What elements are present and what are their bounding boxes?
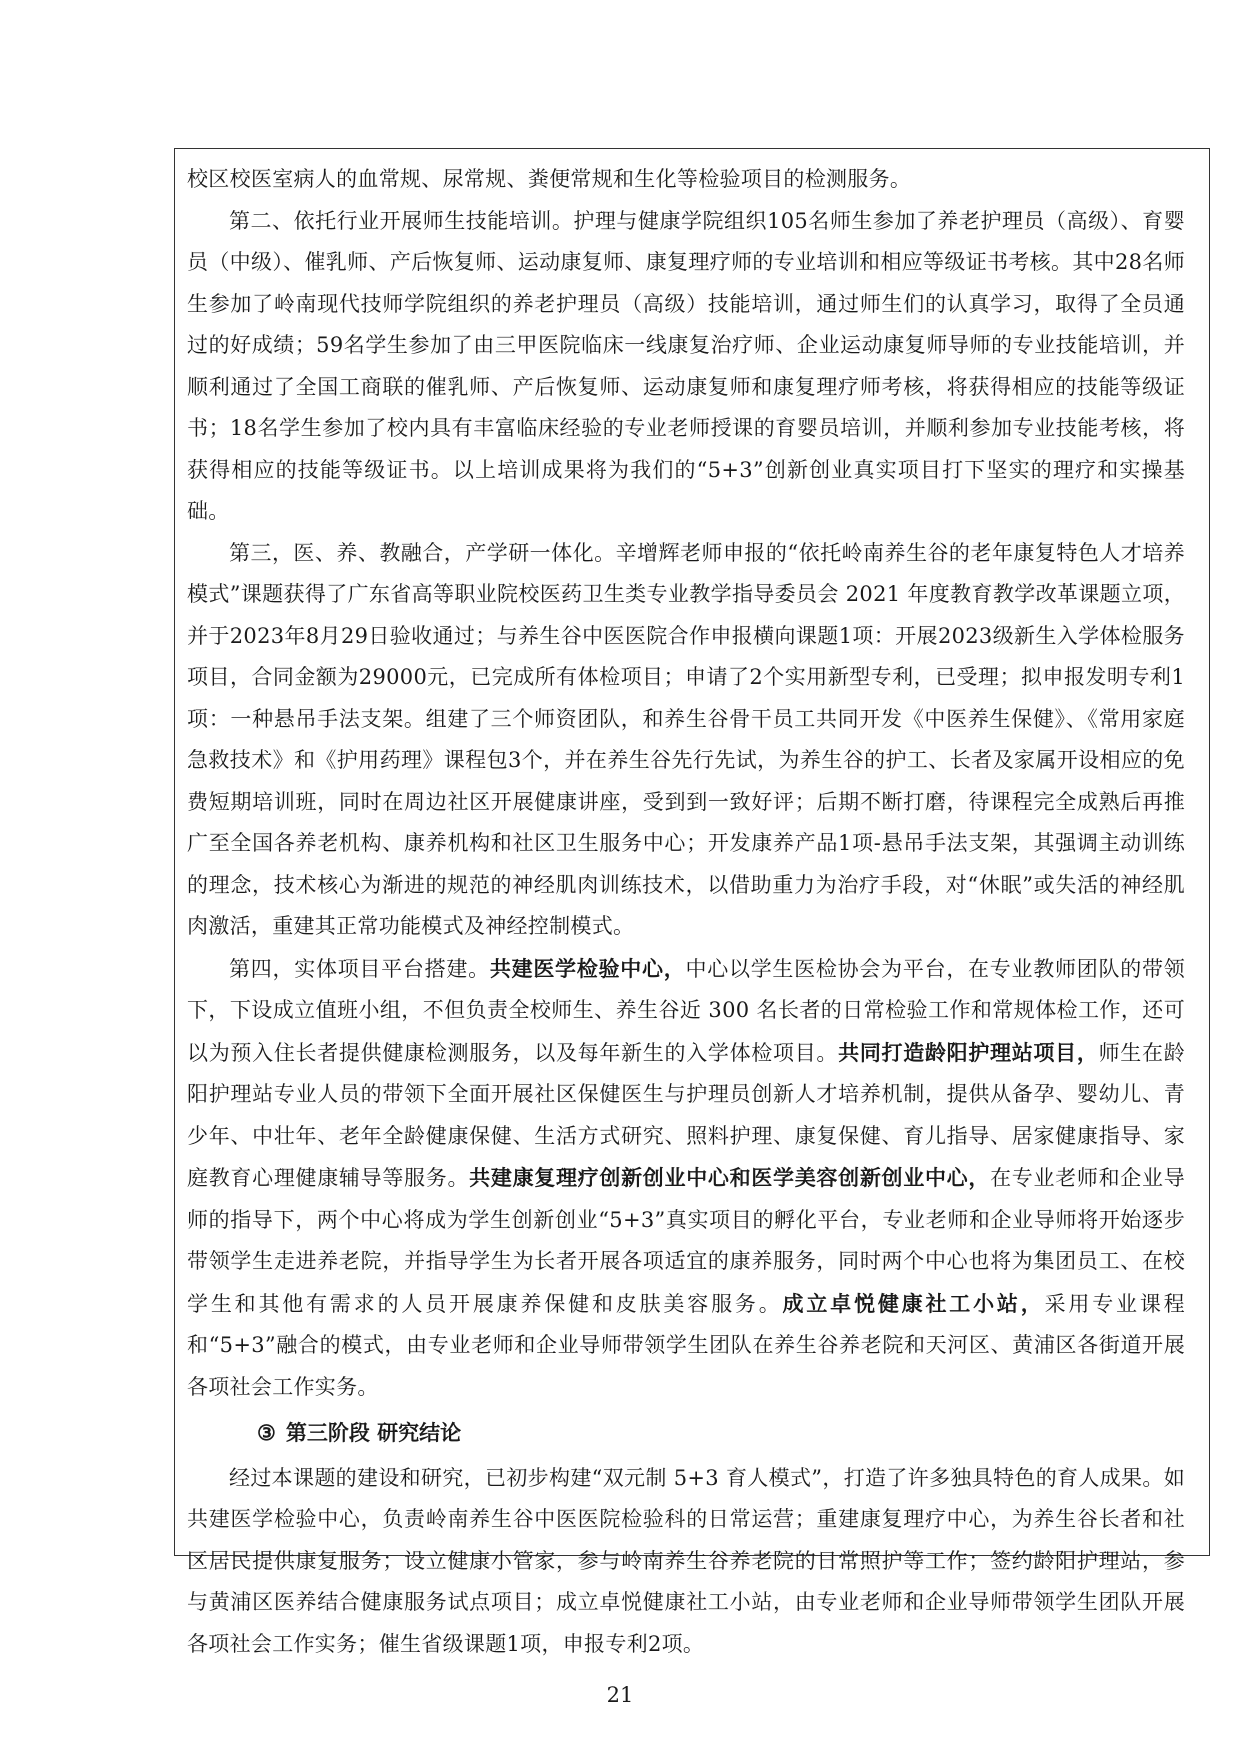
paragraph-4-text-5: 采用专业课程和“5+3”融合的模式，由专业老师和企业导师带领学生团队在养生谷养老院和天河区、黄浦区各街道开展各项社会工作实务。 <box>187 1291 1185 1399</box>
paragraph-5: 经过本课题的建设和研究，已初步构建“双元制 5+3 育人模式”，打造了许多独具特色的育人成果。如共建医学检验中心，负责岭南养生谷中医医院检验科的日常运营；重建康复理疗中心，为养生谷长者和社区居民提供康复服务；设立健康小管家，参与岭南养生谷养老院的日常照护等工作；签约龄阳护理站，参与黄浦区医养结合健康服务试点项目；成立卓悦健康社工小站，由专业老师和企业导师带领学生团队开展各项社会工作实务；催生省级课题1项，申报专利2项。 <box>187 1465 1185 1656</box>
paragraph-4-text-3: 师生在龄阳护理站专业人员的带领下全面开展社区保健医生与护理员创新人才培养机制，提供从备孕、婴幼儿、青少年、中壮年、老年全龄健康保健、生活方式研究、照料护理、康复保健、育儿指导、居家健康指导、家庭教育心理健康辅导等服务。 <box>187 1040 1185 1190</box>
section-heading-label: 第三阶段 研究结论 <box>285 1420 462 1445</box>
paragraph-1: 校区校医室病人的血常规、尿常规、粪便常规和生化等检验项目的检测服务。 <box>187 167 912 191</box>
content-frame <box>174 148 1210 1656</box>
section-heading <box>187 1412 1185 1454</box>
paragraph-4-bold-4: 成立卓悦健康社工小站， <box>782 1290 1045 1316</box>
paragraph-4 <box>187 948 1185 1409</box>
paragraph-4-text-4: 在专业老师和企业导师的指导下，两个中心将成为学生创新创业“5+3”真实项目的孵化平台，专业老师和企业导师将开始逐步带领学生走进养老院，并指导学生为长者开展各项适宜的康养服务，同时两个中心也将为集团员工、在校学生和其他有需求的人员开展康养保健和皮肤美容服务。 <box>187 1166 1185 1316</box>
page-number: 21 <box>606 1683 634 1707</box>
paragraph-4-bold-3: 共建康复理疗创新创业中心和医学美容创新创业中心， <box>469 1165 991 1190</box>
paragraph-4-bold-2: 共同打造龄阳护理站项目， <box>838 1039 1099 1065</box>
paragraph-3: 第三，医、养、教融合，产学研一体化。辛增辉老师申报的“依托岭南养生谷的老年康复特色人才培养模式”课题获得了广东省高等职业院校医药卫生类专业教学指导委员会 2021 年度教育教学改革课题立项，并于2023年8月29日验收通过；与养生谷中医医院合作申报横向课题1项：开展2023级新生入学体检服务项目，合同金额为29000元，已完成所有体检项目；申请了2个实用新型专利，已受理；拟申报发明专利1项：一种悬吊手法支架。组建了三个师资团队，和养生谷骨干员工共同开发《中医养生保健》、《常用家庭急救技术》和《护用药理》课程包3个，并在养生谷先行先试，为养生谷的护工、长者及家属开设相应的免费短期培训班，同时在周边社区开展健康讲座，受到到一致好评；后期不断打磨，待课程完全成熟后再推广至全国各养老机构、康养机构和社区卫生服务中心；开发康养产品1项-悬吊手法支架，其强调主动训练的理念，技术核心为渐进的规范的神经肌肉训练技术，以借助重力为治疗手段，对“休眠”或失活的神经肌肉激活，重建其正常功能模式及神经控制模式。 <box>187 540 1185 938</box>
paragraph-4-text-2: 中心以学生医检协会为平台，在专业教师团队的带领下，下设成立值班小组，不但负责全校师生、养生谷近 300 名长者的日常检验工作和常规体检工作，还可以为预入住长者提供健康检测服务，以及每年新生的入学体检项目。 <box>187 956 1185 1065</box>
paragraph-4-text-1: 第四，实体项目平台搭建。 <box>229 956 490 981</box>
paragraph-2: 第二、依托行业开展师生技能培训。护理与健康学院组织105名师生参加了养老护理员（高级）、育婴员（中级）、催乳师、产后恢复师、运动康复师、康复理疗师的专业培训和相应等级证书考核。其中28名师生参加了岭南现代技师学院组织的养老护理员（高级）技能培训，通过师生们的认真学习，取得了全员通过的好成绩；59名学生参加了由三甲医院临床一线康复治疗师、企业运动康复师导师的专业技能培训，并顺利通过了全国工商联的催乳师、产后恢复师、运动康复师和康复理疗师考核，将获得相应的技能等级证书；18名学生参加了校内具有丰富临床经验的专业老师授课的育婴员培训，并顺利参加专业技能考核，将获得相应的技能等级证书。以上培训成果将为我们的“5+3”创新创业真实项目打下坚实的理疗和实操基础。 <box>187 208 1185 523</box>
section-heading-number: ③ <box>257 1420 276 1445</box>
paragraph-4-bold-1: 共建医学检验中心， <box>489 955 686 981</box>
